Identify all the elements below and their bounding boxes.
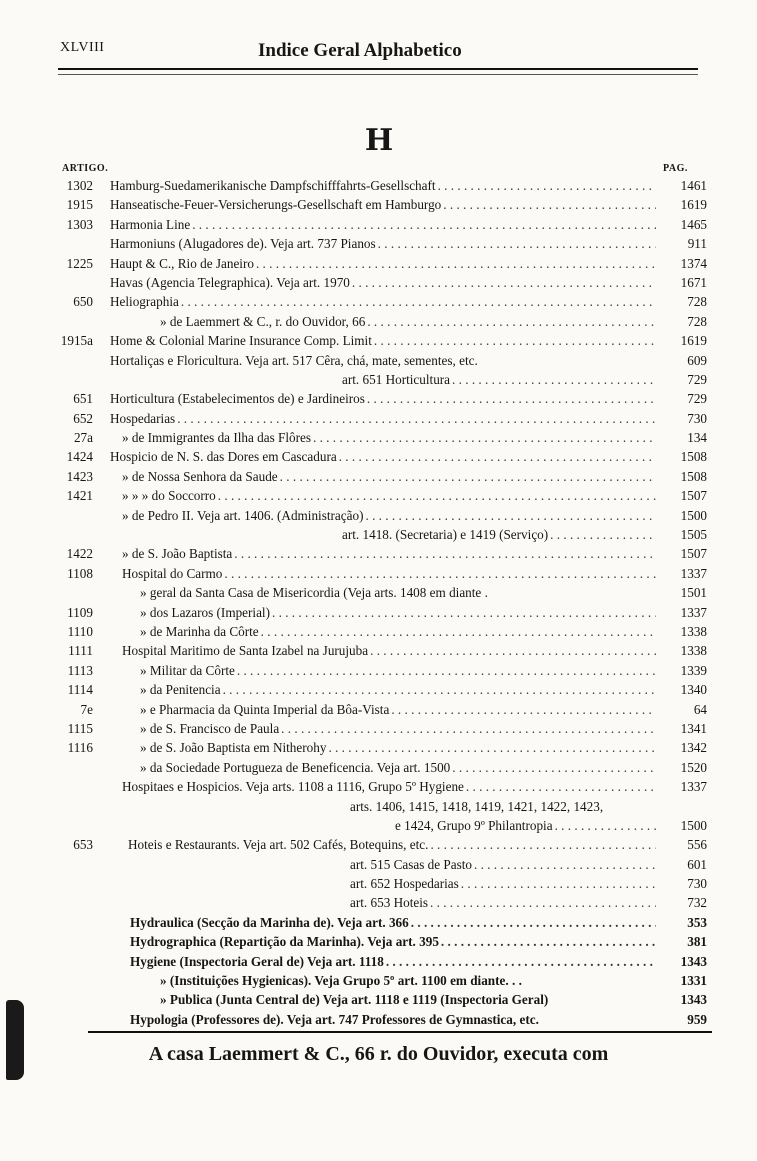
index-entry	[0, 1010, 757, 1029]
dot-leader	[441, 195, 656, 214]
column-header-pag: PAG.	[663, 163, 688, 174]
article-number: 1115	[67, 720, 93, 736]
article-number: 27a	[73, 430, 93, 446]
page-reference: 1374	[680, 255, 707, 271]
index-entry	[0, 215, 757, 234]
entry-text: » dos Lazaros (Imperial)	[140, 604, 270, 620]
index-entry	[0, 913, 757, 932]
index-entry	[0, 932, 757, 951]
page-reference: 729	[687, 391, 707, 407]
article-number: 1109	[67, 604, 93, 620]
page-reference: 1508	[680, 468, 707, 484]
entry-text: Hospital do Carmo	[122, 565, 223, 581]
entry-text: » e Pharmacia da Quinta Imperial da Bôa-Vista	[140, 701, 390, 717]
article-number: 1303	[66, 216, 93, 232]
index-entry	[0, 351, 757, 370]
dot-leader	[368, 641, 656, 660]
page-reference: 1501	[680, 585, 707, 601]
page-reference: 1337	[680, 604, 707, 620]
dot-leader	[472, 855, 656, 874]
index-entry	[0, 680, 757, 699]
entry-text: » geral da Santa Casa de Misericordia (Veja arts. 1408 em diante .	[140, 585, 488, 601]
footer-rule	[88, 1031, 712, 1033]
dot-leader	[459, 874, 656, 893]
page-reference: 728	[687, 313, 707, 329]
dot-leader	[311, 428, 656, 447]
index-entry	[0, 835, 757, 854]
entry-text: » de Pedro II. Veja art. 1406. (Administração)	[122, 507, 364, 523]
dot-leader	[365, 389, 656, 408]
page-reference: 1520	[680, 759, 707, 775]
dot-leader	[232, 544, 656, 563]
entry-text: » de S. Francisco de Paula	[140, 720, 280, 736]
article-number: 1422	[66, 546, 93, 562]
page-reference: 1500	[680, 817, 707, 833]
entry-text: art. 515 Casas de Pasto	[350, 856, 472, 872]
page-reference: 911	[687, 236, 707, 252]
dot-leader	[190, 215, 656, 234]
entry-text: arts. 1406, 1415, 1418, 1419, 1421, 1422, 1423,	[350, 798, 604, 814]
page-reference: 1331	[680, 973, 707, 989]
index-entry	[0, 331, 757, 350]
dot-leader	[363, 506, 656, 525]
article-number: 651	[73, 391, 93, 407]
entry-text: » da Sociedade Portugueza de Beneficencia. Veja art. 1500	[140, 759, 451, 775]
index-entry	[0, 758, 757, 777]
dot-leader	[464, 777, 656, 796]
column-header-artigo: ARTIGO.	[62, 163, 109, 174]
index-entry	[0, 428, 757, 447]
dot-leader	[389, 700, 656, 719]
dot-leader	[428, 893, 656, 912]
article-number: 1423	[66, 468, 93, 484]
dot-leader	[428, 835, 656, 854]
header-rule	[58, 68, 698, 75]
page-reference: 1507	[680, 488, 707, 504]
entry-text: Hypologia (Professores de). Veja art. 747 Professores de Gymnastica, etc.	[130, 1011, 539, 1027]
index-entry	[0, 409, 757, 428]
entry-text: Hygiene (Inspectoria Geral de) Veja art. 1118	[130, 953, 384, 969]
entry-text: » (Instituições Hygienicas). Veja Grupo 5º art. 1100 em diante. . .	[160, 973, 522, 989]
page-reference: 1338	[680, 643, 707, 659]
article-number: 1111	[68, 643, 93, 659]
index-entry	[0, 447, 757, 466]
index-entries	[0, 176, 757, 1029]
entry-text: » de S. João Baptista	[122, 546, 233, 562]
dot-leader	[436, 176, 656, 195]
page-reference: 1461	[680, 178, 707, 193]
page-reference: 1341	[680, 720, 707, 736]
dot-leader	[279, 719, 656, 738]
entry-text: e 1424, Grupo 9º Philantropia	[395, 817, 553, 833]
index-entry	[0, 603, 757, 622]
dot-leader	[175, 409, 656, 428]
index-entry	[0, 254, 757, 273]
index-entry	[0, 370, 757, 389]
entry-text: Hospital Maritimo de Santa Izabel na Jurujuba	[122, 643, 369, 659]
page-reference: 1508	[680, 449, 707, 465]
article-number: 7e	[80, 701, 93, 717]
entry-text: Home & Colonial Marine Insurance Comp. Limit	[110, 333, 372, 349]
page-reference: 728	[687, 294, 707, 310]
dot-leader	[222, 564, 656, 583]
page-reference: 1338	[680, 623, 707, 639]
article-number: 1114	[67, 682, 93, 698]
index-entry	[0, 273, 757, 292]
dot-leader	[376, 234, 656, 253]
index-entry	[0, 176, 757, 195]
page-title: Indice Geral Alphabetico	[258, 40, 462, 61]
entry-text: » de Immigrantes da Ilha das Flôres	[122, 430, 311, 446]
entry-text: Hydrographica (Repartição da Marinha). Veja art. 395	[130, 934, 439, 950]
page-reference: 1507	[680, 546, 707, 562]
index-entry	[0, 292, 757, 311]
article-number: 1421	[66, 488, 93, 504]
entry-text: Hortaliças e Floricultura. Veja art. 517 Cêra, chá, mate, sementes, etc.	[110, 352, 478, 368]
page-reference: 1339	[680, 662, 707, 678]
index-entry	[0, 874, 757, 893]
index-entry	[0, 738, 757, 757]
index-entry	[0, 700, 757, 719]
entry-text: Hospitaes e Hospicios. Veja arts. 1108 a 1116, Grupo 5º Hygiene	[122, 779, 464, 795]
index-entry	[0, 622, 757, 641]
entry-text: Harmonia Line	[110, 216, 191, 232]
edge-smudge	[6, 1000, 24, 1080]
dot-leader	[216, 486, 656, 505]
index-entry	[0, 777, 757, 796]
index-entry	[0, 855, 757, 874]
page-reference: 1500	[680, 507, 707, 523]
dot-leader	[259, 622, 656, 641]
dot-leader	[235, 661, 656, 680]
dot-leader	[270, 603, 656, 622]
article-number: 1424	[66, 449, 93, 465]
page-reference: 1343	[680, 992, 707, 1008]
article-number: 1110	[67, 623, 93, 639]
dot-leader	[221, 680, 656, 699]
page-reference: 730	[687, 410, 707, 426]
index-entry	[0, 389, 757, 408]
index-entry	[0, 893, 757, 912]
index-entry	[0, 234, 757, 253]
entry-text: Hospicio de N. S. das Dores em Cascadura	[110, 449, 337, 465]
article-number: 1302	[66, 178, 93, 193]
article-number: 1108	[67, 565, 93, 581]
index-entry	[0, 486, 757, 505]
dot-leader	[350, 273, 656, 292]
index-entry	[0, 952, 757, 971]
page-reference: 730	[687, 876, 707, 892]
entry-text: art. 652 Hospedarias	[350, 876, 459, 892]
entry-text: » de S. João Baptista em Nitherohy	[140, 740, 327, 756]
entry-text: art. 1418. (Secretaria) e 1419 (Serviço)	[342, 527, 549, 543]
index-entry	[0, 467, 757, 486]
page-reference: 381	[687, 934, 707, 950]
index-entry	[0, 719, 757, 738]
entry-text: art. 651 Horticultura	[342, 371, 451, 387]
page-reference: 1340	[680, 682, 707, 698]
index-entry	[0, 525, 757, 544]
entry-text: » Publica (Junta Central de) Veja art. 1118 e 1119 (Inspectoria Geral)	[160, 992, 549, 1008]
dot-leader	[372, 331, 656, 350]
entry-text: Horticultura (Estabelecimentos de) e Jardineiros	[110, 391, 365, 407]
page-number: XLVIII	[60, 40, 105, 55]
entry-text: art. 653 Hoteis	[350, 895, 429, 911]
page-reference: 1671	[680, 274, 707, 290]
dot-leader	[326, 738, 656, 757]
entry-text: Hoteis e Restaurants. Veja art. 502 Cafés, Botequins, etc.	[128, 837, 429, 853]
index-entry	[0, 312, 757, 331]
entry-text: Heliographia	[110, 294, 179, 310]
entry-text: Hamburg-Suedamerikanische Dampfschifffahrts-Gesellschaft	[110, 178, 436, 193]
index-entry	[0, 971, 757, 990]
index-entry	[0, 641, 757, 660]
page-reference: 609	[687, 352, 707, 368]
index-entry	[0, 544, 757, 563]
page-reference: 1619	[680, 333, 707, 349]
page-reference: 134	[687, 430, 707, 446]
index-entry	[0, 990, 757, 1009]
article-number: 652	[73, 410, 93, 426]
index-entry	[0, 816, 757, 835]
footer-text: A casa Laemmert & C., 66 r. do Ouvidor, executa com	[148, 1043, 609, 1065]
page-reference: 556	[687, 837, 707, 853]
entry-text: » » » do Soccorro	[122, 488, 216, 504]
entry-text: » de Laemmert & C., r. do Ouvidor, 66	[160, 313, 366, 329]
entry-text: Hydraulica (Secção da Marinha de). Veja art. 366	[130, 914, 409, 930]
entry-text: » de Nossa Senhora da Saude	[122, 468, 278, 484]
article-number: 1113	[67, 662, 93, 678]
index-entry	[0, 564, 757, 583]
index-entry	[0, 661, 757, 680]
dot-leader	[409, 913, 656, 932]
dot-leader	[384, 952, 656, 971]
article-number: 653	[73, 837, 93, 853]
page-reference: 729	[687, 371, 707, 387]
page-reference: 959	[687, 1011, 707, 1027]
page-reference: 1343	[680, 953, 707, 969]
index-entry	[0, 195, 757, 214]
entry-text: » de Marinha da Côrte	[140, 623, 259, 639]
article-number: 1915a	[60, 333, 93, 349]
page-reference: 1342	[680, 740, 707, 756]
dot-leader	[337, 447, 656, 466]
dot-leader	[450, 370, 656, 389]
page-reference: 601	[687, 856, 707, 872]
dot-leader	[179, 292, 656, 311]
index-entry	[0, 797, 757, 816]
index-entry	[0, 583, 757, 602]
section-letter: H	[364, 123, 393, 158]
page-reference: 64	[693, 701, 707, 717]
dot-leader	[439, 932, 656, 951]
article-number: 1225	[66, 255, 93, 271]
entry-text: » Militar da Côrte	[140, 662, 235, 678]
page-reference: 353	[687, 914, 707, 930]
dot-leader	[450, 758, 656, 777]
dot-leader	[548, 525, 656, 544]
page-reference: 1619	[680, 197, 707, 213]
entry-text: Haupt & C., Rio de Janeiro	[110, 255, 254, 271]
article-number: 1116	[67, 740, 93, 756]
article-number: 1915	[66, 197, 93, 213]
dot-leader	[254, 254, 656, 273]
page-reference: 732	[687, 895, 707, 911]
entry-text: Hanseatische-Feuer-Versicherungs-Gesellschaft em Hamburgo	[110, 197, 442, 213]
page-reference: 1337	[680, 565, 707, 581]
entry-text: » da Penitencia	[140, 682, 221, 698]
article-number: 650	[73, 294, 93, 310]
dot-leader	[365, 312, 656, 331]
entry-text: Havas (Agencia Telegraphica). Veja art. 1970	[110, 274, 350, 290]
page-reference: 1505	[680, 527, 707, 543]
page-reference: 1337	[680, 779, 707, 795]
index-entry	[0, 506, 757, 525]
entry-text: Harmoniuns (Alugadores de). Veja art. 737 Pianos	[110, 236, 376, 252]
page-reference: 1465	[680, 216, 707, 232]
dot-leader	[278, 467, 656, 486]
entry-text: Hospedarias	[110, 410, 176, 426]
dot-leader	[553, 816, 656, 835]
